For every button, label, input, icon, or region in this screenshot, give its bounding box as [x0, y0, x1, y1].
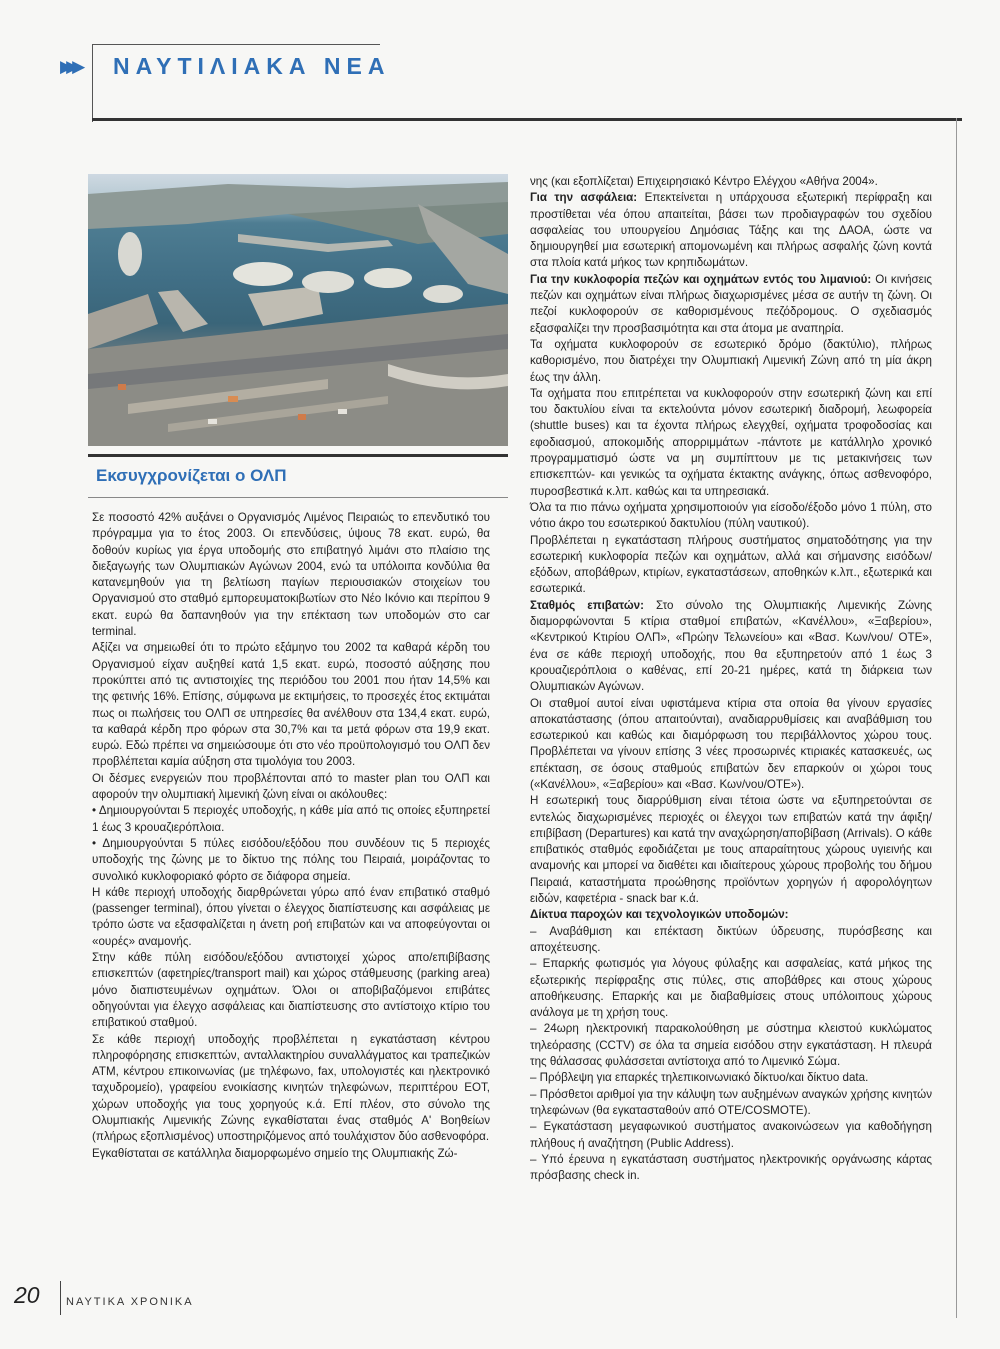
security-heading: Για την ασφάλεια:	[530, 191, 638, 205]
page-number: 20	[14, 1282, 40, 1308]
left-column	[92, 510, 490, 1162]
header-rule-bottom	[92, 118, 962, 121]
section-title: ΝΑΥΤΙΛΙΑΚΑ ΝΕΑ	[113, 53, 391, 79]
paragraph	[530, 190, 932, 271]
list-item: – 24ωρη ηλεκτρονική παρακολούθηση με σύστημα κλειστού κυκλώματος τηλεόρασης (CCTV) σε όλα τα σημεία εισόδου στην εγκατάσταση. Η πλευρά της θάλασσας φυλάσσεται αντίστοιχα από το Λιμενικό Σώμα.	[530, 1022, 932, 1069]
traffic-heading: Για την κυκλοφορία πεζών και οχημάτων εντός του λιμανιού:	[530, 272, 872, 286]
paragraph: Όλα τα πιο πάνω οχήματα χρησιμοποιούν για είσοδο/έξοδο μόνο 1 πύλη, στο νότιο άκρο του εσωτερικού δακτυλίου (πύλη ναυτικού).	[530, 500, 932, 531]
list-item: – Αναβάθμιση και επέκταση δικτύων ύδρευσης, πυρόσβεσης και αποχέτευσης.	[530, 924, 932, 954]
paragraph: Αξίζει να σημειωθεί ότι το πρώτο εξάμηνο του 2002 τα καθαρά κέρδη του Οργανισμού είχαν αυξηθεί κατά 1,5 εκατ. ευρώ, ποσοστό αύξησης που προκύπτει από τις αντιστοιχίες της περιόδου του 2001 που ήταν 14,5% και της φετινής 16%. Επίσης, σύμφωνα με εκτιμήσεις, το προσεχές έτος εκτιμάται πως οι πωλήσεις του ΟΛΠ σε υπηρεσίες θα ανέλθουν στα 134,4 εκατ. ευρώ, τα καθαρά κέρδη προ φόρων στα 30,7% και τα μετά φόρων στα 19,9 εκατ. ευρώ. Εδώ πρέπει να σημειώσουμε ότι στο νέο προϋπολογισμό του ΟΛΠ δεν προβλέπεται καμία αύξηση στα τιμολόγια του 2003.	[92, 641, 490, 769]
paragraph: Στην κάθε πύλη εισόδου/εξόδου αντιστοιχεί χώρος απο/επιβίβασης επισκεπτών (αφετηρίες/transport mail) και χώρος στάθμευσης (parking area) μόνο διαπιστευμένων οχημάτων. Όλοι οι αποβιβαζόμενοι επιβάτες οδηγούνται για έλεγχο ασφάλειας και διαπίστευσης στο αντίστοιχο κτίριο του επιβατικού σταθμού.	[92, 951, 490, 1030]
paragraph: Οι δέσμες ενεργειών που προβλέπονται από το master plan του ΟΛΠ και αφορούν την ολυμπιακή λιμενική ζώνη είναι οι ακόλουθες:	[92, 771, 490, 802]
header-rule-vertical	[92, 44, 93, 122]
security-text: Επεκτείνεται η υπάρχουσα εξωτερική περίφραξη και προστίθεται νέα όπου απαιτείται, βάσει των προδιαγραφών του σχεδίου ασφαλείας του υπουργείου Δημόσιας Τάξης και της ΔΑΟΑ, ώστε να δημιουργηθεί μια εσωτερική απομονωμένη και πλήρως ασφαλής ζώνη κοντά στα πλοία κατά μήκος των κρηπιδωμάτων.	[530, 191, 932, 270]
harbor-photo	[88, 174, 508, 446]
paragraph: Προβλέπεται η εγκατάσταση πλήρους συστήματος σηματοδότησης για την εσωτερική κυκλοφορία πεζών και οχημάτων, αλλά και σήμανσης εισόδων/εξόδων, αποβάθρων, κτιρίων, εγκαταστάσεων, αποθηκών κ.λπ., εξωτερικά και εσωτερικά.	[530, 533, 932, 596]
paragraph: Οι σταθμοί αυτοί είναι υφιστάμενα κτίρια στα οποία θα γίνουν εργασίες αποκατάστασης (όπου απαιτούνται), αναδιαρρυθμίσεις και αναβάθμιση του εσωτερικού και καθώς και διαμόρφωση του περιβάλλοντος χώρου τους. Προβλέπεται να γίνουν επίσης 3 νέες προσωρινές κτιριακές κατασκευές, ως επέκταση, σε όσους σταθμούς επιβατών δεν επαρκούν οι χώροι τους («Κανέλλου», «Ξαβερίου» και «Βασ. Κων/νου/ΟΤΕ»).	[530, 696, 932, 791]
paragraph: Η κάθε περιοχή υποδοχής διαρθρώνεται γύρω από έναν επιβατικό σταθμό (passenger terminal), όπου γίνεται ο έλεγχος διαπίστευσης και ασφάλειας με τρόπο ώστε να εξασφαλίζεται η άνετη ροή επιβατών και να αποφεύγονται οι «ουρές» αναμονής.	[92, 885, 490, 948]
paragraph: Σε κάθε περιοχή υποδοχής προβλέπεται η εγκατάσταση κέντρου πληροφόρησης επισκεπτών, ανταλλακτηρίου συναλλάγματος και τραπεζικών ATM, κέντρου επικοινωνίας (με τηλέφωνο, fax, υπολογιστές και ηλεκτρονικό ταχυδρομείο), γραφείου ενοικίασης κινητών τηλεφώνων, περιπτέρου ΕΟΤ, χώρων υποδοχής για τους χορηγούς κ.ά. Επί πλέον, στο σύνολο της Ολυμπιακής Λιμενικής Ζώνης εγκαθίσταται ένας σταθμός Α' Βοηθείων (πλήρως εξοπλισμένος) υποστηριζόμενος από τουλάχιστον δύο ασθενοφόρα.	[92, 1032, 490, 1144]
station-text: Στο σύνολο της Ολυμπιακής Λιμενικής Ζώνης διαμορφώνονται 5 κτίρια σταθμοί επιβατών, «Κανέλλου», «Ξαβερίου», «Κεντρικού Κτιρίου ΟΛΠ», «Πρώην Τελωνείου» και «Βασ. Κων/νου/ ΟΤΕ», ένα σε κάθε περιοχή υποδοχής, που θα εξυπηρετούν από 1 έως 3 κρουαζιερόπλοια ο καθένας, επί 20-21 ημέρες, κατά τη διάρκεια των Ολυμπιακών Αγώνων.	[530, 598, 933, 694]
list-item: – Πρόβλεψη για επαρκές τηλεπικοινωνιακό δίκτυο/και δίκτυο data.	[530, 1071, 869, 1085]
right-column	[530, 174, 932, 1184]
article-subhead: Εκσυγχρονίζεται ο ΟΛΠ	[96, 466, 287, 485]
paragraph	[530, 272, 932, 337]
paragraph: Εγκαθίσταται σε κατάλληλα διαμορφωμένο σημείο της Ολυμπιακής Ζώ-	[92, 1146, 458, 1160]
list-item: – Πρόσθετοι αριθμοί για την κάλυψη των αυξημένων αναγκών χρήσης κινητών τηλεφώνων (θα εγκατασταθούν από ΟΤΕ/COSMOTE).	[530, 1087, 932, 1117]
magazine-name: ΝΑΥΤΙΚΑ ΧΡΟΝΙΚΑ	[66, 1296, 194, 1308]
list-item: – Υπό έρευνα η εγκατάσταση συστήματος ηλεκτρονικής οργάνωσης κάρτας πρόσβασης check in.	[530, 1152, 932, 1183]
paragraph: Σε ποσοστό 42% αυξάνει ο Οργανισμός Λιμένος Πειραιώς το επενδυτικό του πρόγραμμα για το έτος 2003. Οι επενδύσεις, ύψους 78 εκατ. ευρώ, θα δοθούν κυρίως για έργα υποδομής στο επιβατηγό λιμάνι στο πλαίσιο της διεξαγωγής των Ολυμπιακών Αγώνων 2004, ενώ τα υπόλοιπα κονδύλια θα κατανεμηθούν για τη βελτίωση παγίων περιουσιακών στοιχείων του Οργανισμού στο σταθμό εμπορευματοκιβωτίων στο Νέο Ικόνιο και περίπου 9 εκατ. ευρώ θα δαπανηθούν για την επέκταση των υποδομών στο car terminal.	[92, 511, 490, 639]
paragraph: Τα οχήματα κυκλοφορούν σε εσωτερικό δρόμο (δακτύλιο), πλήρως καθορισμένο, που διατρέχει την Ολυμπιακή Λιμενική Ζώνη από τη μία άκρη έως την άλλη.	[530, 337, 932, 384]
paragraph: Η εσωτερική τους διαρρύθμιση είναι τέτοια ώστε να εξυπηρετούνται σε εντελώς διαχωρισμένες περιοχές οι έλεγχοι των επιβατών κατά την άφιξη/επιβίβαση (Departures) και κατά την αναχώρηση/αποβίβαση (Arrivals). Ο κάθε επιβατικός σταθμός εφοδιάζεται με τους απαραίτητους χώρους υγιεινής και αναμονής και μπορεί να διαθέτει και ιδιαίτερους χώρους προβολής του δήμου Πειραιά, καταστήματα προώθησης προϊόντων χορηγών ή αφορολόγητων ειδών, καφετέρια - snack bar κ.ά.	[530, 794, 932, 906]
paragraph: Τα οχήματα που επιτρέπεται να κυκλοφορούν στην εσωτερική ζώνη και επί του δακτυλίου είναι τα εκτελούντα μόνον εσωτερική διαδρομή, λεωφορεία (shuttle buses) και τα έχοντα πλήρως ελεγχθεί, οχήματα τροφοδοσίας και εφοδιασμού, αποκομιδής απορριμμάτων -πάντοτε με κατάλληλο χρονικό προγραμματισμό ώστε να μη συμπίπτουν με τις μετακινήσεις των επισκεπτών- και γενικώς τα οχήματα έκτακτης ανάγκης, όπως ασθενοφόρο, πυροσβεστικά κ.λπ. καθώς και τα υπηρεσιακά.	[530, 386, 932, 498]
header-rule-top	[92, 44, 380, 45]
footer-divider	[60, 1281, 61, 1315]
harbor-photo-icon	[88, 174, 508, 446]
paragraph	[530, 598, 932, 696]
bullet-item: • Δημιουργούνται 5 περιοχές υποδοχής, η κάθε μία από τις οποίες εξυπηρετεί 1 έως 3 κρουαζιερόπλοια.	[92, 804, 490, 834]
list-item: – Εγκατάσταση μεγαφωνικού συστήματος ανακοινώσεων για καθοδήγηση πλήθους ή αναζήτηση (Public Address).	[530, 1120, 932, 1150]
list-item: – Επαρκής φωτισμός για λόγους φύλαξης και ασφαλείας, κατά μήκος της εξωτερικής περίφραξης στις πύλες, στις αποβάθρες και στους χώρους αποθήκευσης. Επαρκής και με διαβαθμίσεις στους υπόλοιπους χώρους ανάλογα με τη χρήση τους.	[530, 957, 932, 1020]
bullet-item: • Δημιουργούνται 5 πύλες εισόδου/εξόδου που συνδέουν τις 5 περιοχές υποδοχής της ζώνης με το δίκτυο της πόλης του Πειραιά, μοιράζοντας το συνολικό κυκλοφοριακό φόρτο σε διάφορα σημεία.	[92, 836, 490, 883]
paragraph: νης (και εξοπλίζεται) Επιχειρησιακό Κέντρο Ελέγχου «Αθήνα 2004».	[530, 175, 878, 188]
networks-heading: Δίκτυα παροχών και τεχνολογικών υποδομών:	[530, 908, 789, 922]
station-heading: Σταθμός επιβατών:	[530, 598, 644, 612]
page-edge-rule	[956, 118, 957, 1318]
triple-arrow-icon: ▶▶▶	[60, 57, 79, 76]
traffic-text: Οι κινήσεις πεζών και οχημάτων είναι πλήρως διαχωρισμένες μέσα σε αυτήν τη ζώνη. Οι πεζοί κυκλοφορούν σε καθορισμένους πεζόδρομους. Ο σχεδιασμός εξασφαλίζει την προσβασιμότητα και στα άτομα με αναπηρία.	[530, 272, 933, 335]
